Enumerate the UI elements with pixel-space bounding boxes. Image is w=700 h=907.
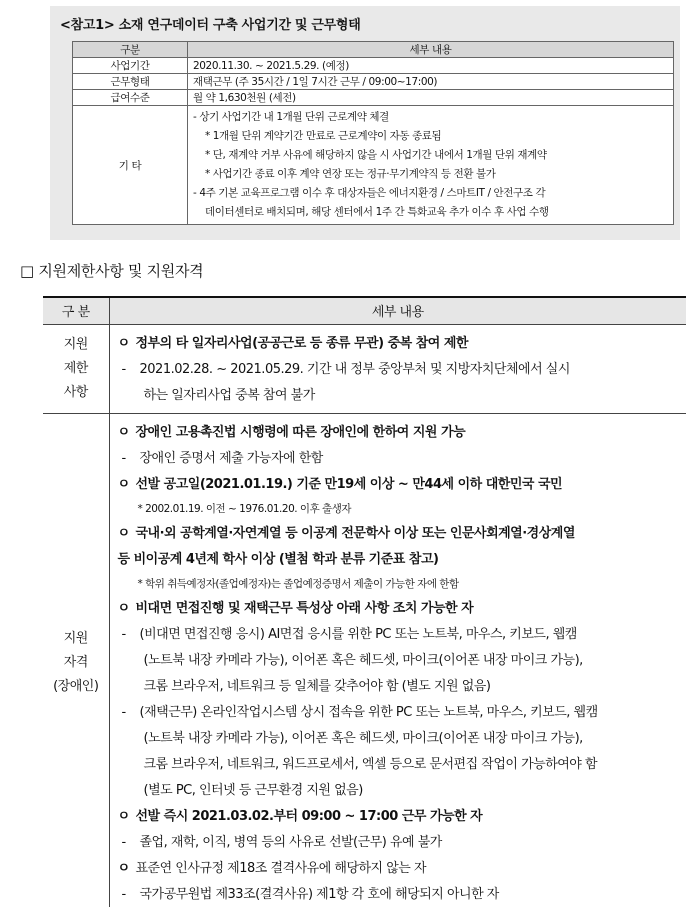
etc-line: - 4주 기본 교육프로그램 이수 후 대상자들은 에너지환경 / 스마트IT / 안전구조 각 (193, 187, 546, 199)
reference-value: 2020.11.30. ~ 2021.5.29. (예정) (188, 58, 674, 74)
table-header-category: 구 분 (43, 297, 109, 324)
list-item: (노트북 내장 카메라 가능), 이어폰 혹은 헤드셋, 마이크(이어폰 내장 마이크 가능), (143, 652, 583, 668)
etc-line: * 사업기간 종료 이후 계약 연장 또는 정규·무기계약직 등 전환 불가 (205, 168, 496, 180)
reference-row-work-type (73, 74, 674, 90)
list-item: - 2021.02.28. ~ 2021.05.29. 기간 내 정부 중앙부처 및 지방자치단체에서 실시 (121, 361, 570, 377)
list-item: ㅇ 비대면 면접진행 및 재택근무 특성상 아래 사항 조치 가능한 자 (117, 600, 474, 616)
section-heading (20, 260, 203, 281)
reference-key: 사업기간 (73, 58, 188, 74)
etc-line: - 상기 사업기간 내 1개월 단위 근로계약 체결 (193, 111, 389, 123)
reference-row-period (73, 58, 674, 74)
etc-line: * 단, 재계약 거부 사유에 해당하지 않을 시 사업기간 내에서 1개월 단위 재계약 (205, 149, 547, 161)
reference-etc-detail (188, 106, 674, 225)
list-item: 등 비이공계 4년제 학사 이상 (별첨 학과 분류 기준표 참고) (117, 551, 439, 567)
table-row-qualification (43, 413, 686, 907)
list-item: (별도 PC, 인터넷 등 근무환경 지원 없음) (143, 782, 363, 798)
list-item: - 졸업, 재학, 이직, 병역 등의 사유로 선발(근무) 유예 불가 (121, 834, 442, 850)
etc-line: * 1개월 단위 계약기간 만료로 근로계약이 자동 종료됨 (205, 130, 442, 142)
qualification-table (43, 296, 686, 907)
reference-value: 재택근무 (주 35시간 / 1일 7시간 근무 / 09:00~17:00) (188, 74, 674, 90)
list-item: ㅇ 표준연 인사규정 제18조 결격사유에 해당하지 않는 자 (117, 860, 427, 876)
reference-value: 월 약 1,630천원 (세전) (188, 90, 674, 106)
list-item: 크롬 브라우저, 네트워크 등 일체를 갖추어야 함 (별도 지원 없음) (143, 678, 491, 694)
list-note: * 학위 취득예정자(졸업예정자)는 졸업예정증명서 제출이 가능한 자에 한함 (137, 577, 459, 590)
reference-key: 근무형태 (73, 74, 188, 90)
list-item: ㅇ 장애인 고용촉진법 시행령에 따른 장애인에 한하여 지원 가능 (117, 424, 466, 440)
section-title: 지원제한사항 및 지원자격 (38, 262, 204, 280)
list-item: 하는 일자리사업 중복 참여 불가 (143, 387, 315, 403)
checkbox-icon: □ (20, 262, 34, 280)
list-item: ㅇ 국내·외 공학계열·자연계열 등 이공계 전문학사 이상 또는 인문사회계열·경상계열 (117, 525, 575, 541)
table-row-restriction (43, 324, 686, 413)
list-item: - 장애인 증명서 제출 가능자에 한함 (121, 450, 323, 466)
table-header-detail: 세부 내용 (109, 297, 686, 324)
reference-title: <참고1> 소재 연구데이터 구축 사업기간 및 근무형태 (60, 18, 361, 33)
etc-line: 데이터센터로 배치되며, 해당 센터에서 1주 간 특화교육 추가 이수 후 사업 수행 (205, 206, 549, 218)
reference-key: 기 타 (73, 106, 188, 225)
list-item: ㅇ 정부의 타 일자리사업(공공근로 등 종류 무관) 중복 참여 제한 (117, 335, 468, 351)
category-qualification: 지원 자격 (장애인) (43, 413, 109, 907)
restriction-detail (109, 324, 686, 413)
reference-row-salary (73, 90, 674, 106)
reference-table (72, 41, 674, 225)
list-item: ㅇ 선발 즉시 2021.03.02.부터 09:00 ~ 17:00 근무 가능한 자 (117, 808, 483, 824)
reference-box (50, 6, 680, 240)
reference-row-etc (73, 106, 674, 225)
reference-header-category: 구분 (73, 42, 188, 58)
category-restriction: 지원 제한 사항 (43, 324, 109, 413)
list-item: 크롬 브라우저, 네트워크, 워드프로세서, 엑셀 등으로 문서편집 작업이 가능하여야 함 (143, 756, 598, 772)
list-item: ㅇ 선발 공고일(2021.01.19.) 기준 만19세 이상 ~ 만44세 이하 대한민국 국민 (117, 476, 563, 492)
list-item: - (비대면 면접진행 응시) AI면접 응시를 위한 PC 또는 노트북, 마우스, 키보드, 웹캠 (121, 626, 577, 642)
list-item: (노트북 내장 카메라 가능), 이어폰 혹은 헤드셋, 마이크(이어폰 내장 마이크 가능), (143, 730, 583, 746)
reference-key: 급여수준 (73, 90, 188, 106)
list-item: - (재택근무) 온라인작업시스템 상시 접속을 위한 PC 또는 노트북, 마우스, 키보드, 웹캠 (121, 704, 598, 720)
list-item: - 국가공무원법 제33조(결격사유) 제1항 각 호에 해당되지 아니한 자 (121, 886, 499, 902)
list-note: * 2002.01.19. 이전 ~ 1976.01.20. 이후 출생자 (137, 502, 351, 515)
qualification-detail (109, 413, 686, 907)
reference-header-detail: 세부 내용 (188, 42, 674, 58)
